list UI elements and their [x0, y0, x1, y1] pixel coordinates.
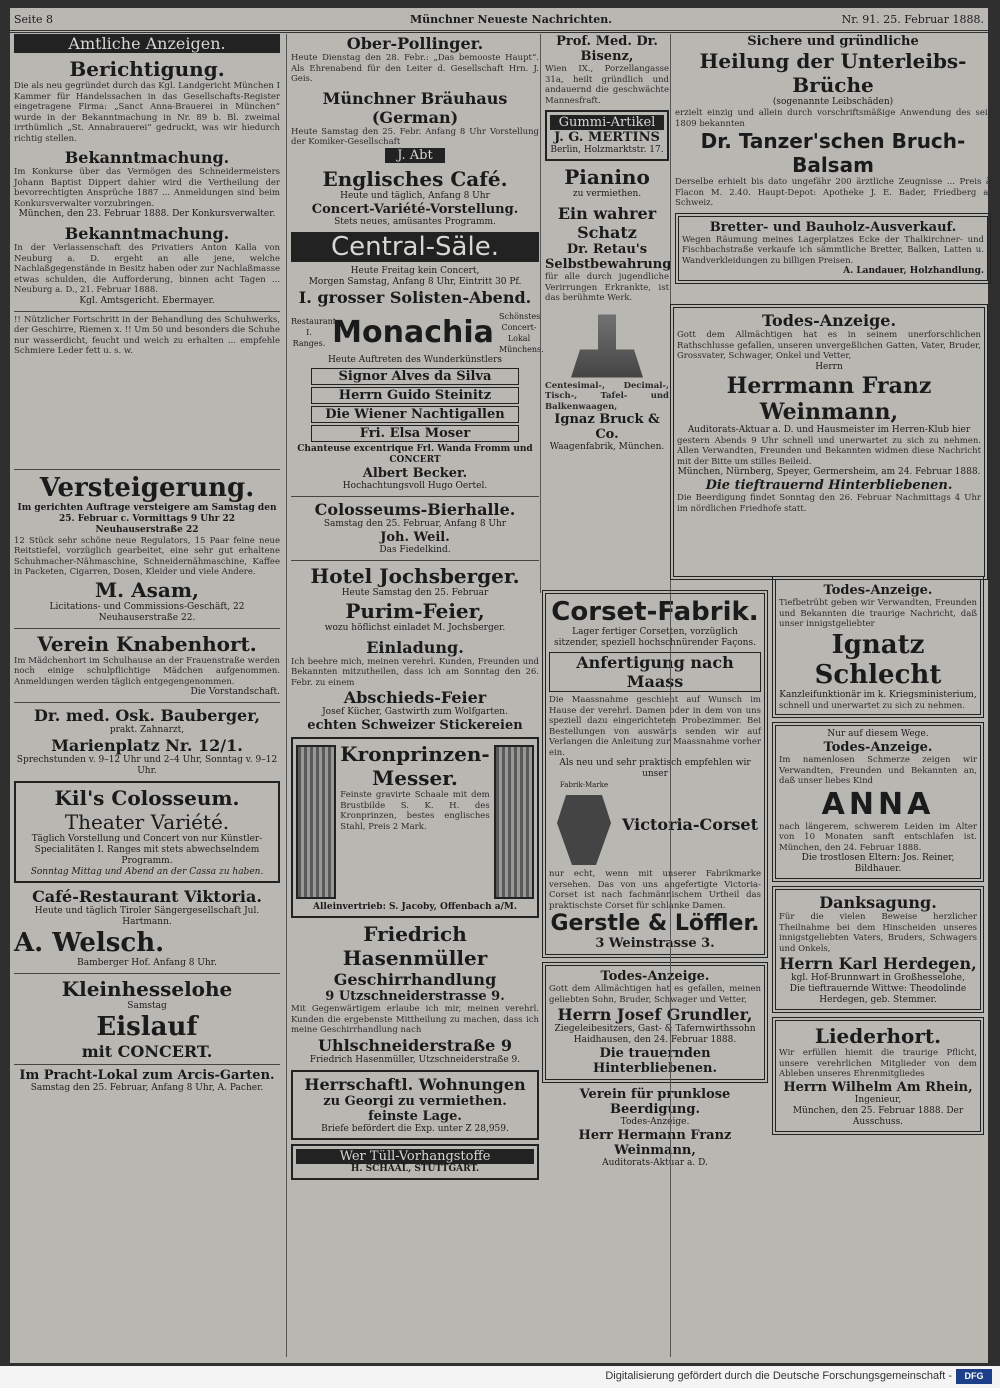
ad-subtitle: zu Georgi zu vermiethen.: [323, 1093, 507, 1109]
column-4-lower: [772, 576, 984, 1342]
ad-name: Albert Becker.: [362, 465, 468, 481]
ad-name: Herrn Josef Grundler,: [557, 1005, 753, 1024]
ad-text: Nur auf diesem Wege.: [827, 729, 929, 739]
ad-text: Heute und täglich Tiroler Sängergesellschaft Jul. Hartmann.: [34, 906, 260, 927]
ad-title: Victoria-Corset: [622, 815, 758, 834]
ad-title: Bekanntmachung.: [64, 148, 230, 167]
ad-title: Versteigerung.: [39, 472, 255, 503]
ad-signature: wozu höflichst einladet M. Jochsberger.: [324, 622, 506, 633]
ad-note: Sonntag Mittag und Abend an der Cassa zu haben.: [30, 867, 264, 877]
ad-text: Waagenfabrik, München.: [549, 442, 665, 452]
page-number: Seite 8: [14, 13, 53, 26]
ad-subtitle: Kanzleifunktionär im k. Kriegsministerium,: [779, 689, 977, 700]
ad-signature: Friedrich Hasenmüller, Utzschneiderstraße 9.: [309, 1054, 521, 1065]
section-heading: Amtliche Anzeigen.: [14, 34, 280, 53]
fabrik-marke: [549, 780, 619, 869]
performer: Fri. Elsa Moser: [311, 425, 519, 442]
ad-text: Lager fertiger Corsetten, vorzüglich sitzender, speziell hochschnürender Façons.: [554, 627, 756, 648]
ad-title: Sichere und gründliche: [747, 34, 919, 49]
ad-name: J. Abt: [385, 148, 445, 163]
ad-text: Samstag den 25. Februar, Anfang 8 Uhr, A. Pacher.: [30, 1083, 264, 1093]
ad-title: Englisches Café.: [322, 166, 508, 191]
kronprinzen-ad: [291, 737, 539, 918]
anna-obituary: [772, 722, 984, 882]
ad-text: Die Maassnahme geschieht auf Wunsch im Hause der verehrl. Damen oder in dem von uns speziell dazu eingerichteten Probezimmer. Bei Bestellungen von auswärts senden wir auf Verlangen die Anleitung zur Maassnahme vorher ein.: [549, 695, 761, 758]
ad-title: Verein Knabenhort.: [37, 631, 257, 656]
ad-subtitle: Samstag: [127, 1001, 167, 1011]
ad-title: Todes-Anzeige.: [761, 311, 897, 330]
ad-signature: Josef Kücher, Gastwirth zum Wolfgarten.: [322, 707, 508, 717]
ad-text: Das Fiedelkind.: [379, 544, 451, 555]
newspaper-title: Münchner Neueste Nachrichten.: [410, 13, 613, 26]
ad-text: Auditorats-Aktuar a. D.: [602, 1158, 708, 1168]
tuell-ad: [291, 1144, 539, 1180]
ad-text: Derselbe erhielt bis dato ungefähr 200 ärztliche Zeugnisse ... Preis à Flacon M. 2.40. Haupt-Depot: Apotheke J. E. Bader, Friedberg a. Schweiz.: [675, 177, 991, 208]
deceased-name: Herrn Karl Herdegen,: [779, 954, 977, 973]
ad-subtitle: Geschirrhandlung: [333, 970, 497, 989]
ad-text: Chanteuse excentrique Frl. Wanda Fromm und CONCERT: [297, 443, 533, 465]
ad-signature: Die tieftrauernde Wittwe: Theodolinde Herdegen, geb. Stemmer.: [789, 984, 967, 1005]
kronprinzen-body: [296, 742, 534, 902]
ad-subtitle: prakt. Zahnarzt,: [109, 725, 185, 735]
ad-address: 3 Weinstrasse 3.: [595, 936, 715, 951]
ad-title: Liederhort.: [814, 1024, 942, 1048]
ad-text: Als neu und sehr praktisch empfehlen wir unser: [559, 758, 751, 779]
ad-signature: A. Landauer, Holzhandlung.: [843, 266, 984, 276]
ad-text: Wien IX., Porzellangasse 31a, heilt gründlich und andauernd die geschwächte Mannesfraft.: [545, 64, 669, 106]
ad-title: Wer Tüll-Vorhangstoffe: [296, 1149, 534, 1164]
ad-text: Für die vielen Beweise herzlicher Theilnahme bei dem Hinscheiden unseres innigstgeliebten Vaters, Bruders, Schwagers und Onkels,: [779, 912, 977, 954]
ad-subtitle: Abschieds-Feier: [343, 688, 487, 707]
herdegen-thanks: [772, 886, 984, 1013]
herrschaft-ad: [291, 1070, 539, 1140]
ad-text: München, Nürnberg, Speyer, Germersheim, am 24. Februar 1888.: [677, 467, 981, 477]
ad-name: J. G. MERTINS: [554, 130, 660, 145]
ad-text: Restaurant I. Ranges.: [291, 317, 336, 348]
ad-text: Stets neues, amüsantes Programm.: [334, 216, 496, 227]
ad-text: nur echt, wenn mit unserer Fabrikmarke versehen. Das von uns angefertigte Victoria-Corset ist nach fachmännischem Urtheil das praktischste Corset für schlanke Damen.: [549, 869, 761, 911]
divider: [14, 311, 280, 312]
gummi-ad: [545, 110, 669, 161]
knife-image: [296, 745, 336, 899]
deceased-name: Herrn Wilhelm Am Rhein,: [783, 1079, 973, 1095]
divider: [14, 702, 280, 703]
ad-subtitle: (sogenannte Leibschäden): [772, 97, 894, 107]
ad-title: Gummi-Artikel: [550, 115, 664, 130]
ad-title: Münchner Bräuhaus (German): [322, 88, 508, 127]
ad-signature: Die trostlosen Eltern: Jos. Reiner, Bildhauer.: [801, 853, 955, 874]
ad-subtitle: I. grosser Solisten-Abend.: [298, 287, 532, 307]
ad-title: Café-Restaurant Viktoria.: [32, 887, 262, 906]
ad-signature: München, den 23. Februar 1888. Der Konkursverwalter.: [18, 209, 276, 219]
ad-name: M. Asam,: [95, 577, 199, 602]
ad-title: Kronprinzen-Messer.: [340, 742, 490, 790]
ad-text: Gott dem Allmächtigen hat es gefallen, meinen geliebten Sohn, Bruder, Schwager und Vetter,: [549, 984, 761, 1005]
ad-text: Fabrik-Marke: [559, 781, 609, 789]
ad-text: nach längerem, schwerem Leiden im Alter von 10 Monaten sanft entschlafen ist. München, den 24. Februar 1888.: [779, 821, 977, 853]
ad-text: Centesimal-, Decimal-, Tisch-, Tafel- und Balkenwaagen,: [545, 380, 669, 412]
divider: [291, 560, 539, 561]
ad-signature: Hochachtungsvoll Hugo Oertel.: [342, 480, 488, 491]
ad-signature: Die Vorstandschaft.: [190, 687, 280, 697]
monachia-header: [291, 311, 544, 355]
performer: Herrn Guido Steinitz: [311, 387, 519, 404]
ad-text: 12 Stück sehr schöne neue Regulators, 15 Paar feine neue Reitstiefel, vorzüglich gearbeitet, eine sehr gut erhaltene Schuhmacher-Nähmaschine, Schneidernähmaschine, Kaffee in Packeten, Cigarren, Dosen, Kleider und viele Andere.: [14, 535, 280, 577]
divider: [14, 973, 280, 974]
ad-text: Heute Samstag den 25. Februar: [341, 587, 489, 598]
ad-subtitle: Auditorats-Aktuar a. D. und Hausmeister im Herren-Klub hier: [687, 424, 971, 435]
ad-text: Alleinvertrieb: S. Jacoby, Offenbach a/M.: [313, 902, 517, 912]
ad-text: Heute Samstag den 25. Febr. Anfang 8 Uhr Vorstellung der Komiker-Gesellschaft: [291, 126, 539, 147]
divider: [14, 628, 280, 629]
footer-text: Digitalisierung gefördert durch die Deutsche Forschungsgemeinschaft -: [605, 1370, 952, 1382]
ad-address: Licitations- und Commissions-Geschäft, 22 Neuhauserstraße 22.: [49, 601, 245, 623]
ad-text: Wir erfüllen hiemit die traurige Pflicht, unsere verehrlichen Mitglieder von dem Ableben unseres Ehrenmitgliedes: [779, 1048, 977, 1079]
ad-subtitle: feinste Lage.: [368, 1108, 462, 1124]
ad-title: Berichtigung.: [69, 57, 225, 81]
ad-title: Todes-Anzeige.: [600, 969, 710, 984]
ad-title: Corset-Fabrik.: [551, 597, 759, 627]
liederhort-notice: [772, 1017, 984, 1135]
ad-name: Joh. Weil.: [380, 529, 450, 545]
ad-text: Samstag den 25. Februar, Anfang 8 Uhr: [323, 518, 507, 529]
deceased-name: ANNA: [821, 786, 935, 822]
knife-image: [494, 745, 534, 899]
ad-text: erzielt einzig und allein durch vorschriftsmäßige Anwendung des seit 1809 bekannten: [675, 108, 991, 129]
ad-text: schnell und unerwartet zu sich zu nehmen.: [779, 700, 965, 711]
ad-title: Monachia: [332, 315, 494, 350]
issue-date: Nr. 91. 25. Februar 1888.: [841, 13, 984, 26]
performer: Signor Alves da Silva: [311, 368, 519, 385]
schlecht-obituary: [772, 576, 984, 718]
divider: [14, 469, 280, 470]
ad-text: für alle durch jugendliche Verirrungen Erkrankte, ist das berühmte Werk.: [545, 272, 669, 303]
ad-subtitle: Todes-Anzeige.: [620, 1117, 690, 1127]
ad-signature: Die trauernden Hinterbliebenen.: [592, 1046, 718, 1076]
ad-title: Friedrich Hasenmüller: [342, 922, 488, 970]
ad-text: Heute Auftreten des Wunderkünstlers: [327, 354, 503, 365]
ad-name: H. SCHAAL, STUTTGART.: [350, 1163, 480, 1174]
ad-title: Prof. Med. Dr. Bisenz,: [556, 34, 658, 64]
ad-text: Haidhausen, den 24. Februar 1888.: [573, 1035, 737, 1045]
ad-signature: Kgl. Amtsgericht. Ebermayer.: [79, 295, 215, 306]
ad-text: Die Beerdigung findet Sonntag den 26. Februar Nachmittags 4 Uhr im nördlichen Friedhofe statt.: [677, 493, 981, 514]
ad-address: Uhlschneiderstraße 9: [318, 1035, 512, 1055]
ad-title: Colosseums-Bierhalle.: [314, 499, 516, 519]
ad-text: gestern Abends 9 Uhr schnell und unerwartet zu sich zu nehmen. Allen Verwandten, Freunden und Bekannten widmen diese Nachricht mit der Bitte um stilles Beileid.: [677, 435, 981, 467]
ad-title: Todes-Anzeige.: [823, 740, 933, 755]
ad-subtitle: Im gerichten Auftrage versteigere am Samstag den 25. Februar c. Vormittags 9 Uhr 22 Neuhauserstraße 22: [17, 502, 277, 535]
divider: [14, 1064, 280, 1065]
divider: [291, 496, 539, 497]
ad-subtitle: Theater Variété.: [64, 810, 230, 834]
ad-text: Die als neu gegründet durch das Kgl. Landgericht München I Kammer für Handelssachen in das Gesellschafts-Register eingetragene Firma: „Sanct Anna-Brauerei in München“ wurde in der Bekanntmachung in Nr. 89 b. Bl. zweimal irrthümlich „St. Annabrauerei“ gedruckt, was wir hiedurch richtig stellen.: [14, 81, 280, 144]
ad-title: Verein für prunklose Beerdigung.: [579, 1087, 731, 1117]
deceased-name: Ignatz Schlecht: [814, 629, 942, 690]
ad-text: Heute Freitag kein Concert,: [350, 265, 480, 276]
ad-subtitle: Anfertigung nach Maass: [549, 652, 761, 692]
ad-name: Gerstle & Löffler.: [550, 911, 760, 936]
ad-text: Feinste gravirte Schaale mit dem Brustbilde S. K. H. des Kronprinzen, bestes englisches Stahl, Preis 2 Mark.: [340, 790, 490, 832]
ad-title: Einladung.: [366, 637, 464, 657]
ad-text: Im namenlosen Schmerze zeigen wir Verwandten, Freunden und Bekannten an, daß unser liebes Kind: [779, 755, 977, 786]
ad-text: Im Mädchenhort im Schulhause an der Frauenstraße werden noch einige schulpflichtige Mädchen aufgenommen. Anmeldungen werden täglich entgegengenommen.: [14, 655, 280, 687]
ad-title: Todes-Anzeige.: [823, 583, 933, 598]
ad-title: Pianino: [564, 165, 650, 189]
bretter-ad: [675, 213, 991, 285]
ad-text: Tiefbetrübt geben wir Verwandten, Freunden und Bekannten die traurige Nachricht, daß unser innigstgeliebter: [779, 598, 977, 629]
digitization-footer: [0, 1366, 1000, 1388]
ad-subtitle: mit CONCERT.: [81, 1042, 213, 1061]
ad-title: Danksagung.: [819, 893, 937, 912]
ad-text: !! Nützlicher Fortschritt in der Behandlung des Schuhwerks, der Geschirre, Riemen x. !! Um 50 und besonders die Schuhe nur wasserdicht, feucht und weich zu erhalten ... empfehle Schmiere Leder fett u. s. w.: [14, 314, 280, 356]
ad-subtitle: Ziegeleibesitzers, Gast- & Tafernwirthssohn: [554, 1024, 756, 1034]
ad-address: Berlin, Holzmarktstr. 17.: [550, 145, 664, 155]
performer: Die Wiener Nachtigallen: [311, 406, 519, 423]
column-1: [14, 34, 280, 1357]
ad-title: Eislauf: [96, 1012, 198, 1042]
kronprinzen-text: [340, 742, 489, 902]
weinmann-obituary: [670, 304, 988, 580]
ad-title: Herrschaftl. Wohnungen: [304, 1074, 526, 1094]
ad-name: A. Welsch.: [14, 928, 165, 958]
ad-signature: München, den 25. Februar 1888. Der Ausschuss.: [792, 1105, 964, 1127]
ad-subtitle: echten Schweizer Stickereien: [307, 718, 523, 733]
ad-text: Sprechstunden v. 9–12 Uhr und 2–4 Uhr, Sonntag v. 9–12 Uhr.: [16, 755, 278, 776]
ad-name: Herr Hermann Franz Weinmann,: [578, 1128, 732, 1158]
dfg-logo: DFG: [956, 1369, 992, 1384]
ad-title: Im Pracht-Lokal zum Arcis-Garten.: [19, 1068, 275, 1083]
ad-address: 9 Utzschneiderstrasse 9.: [325, 989, 505, 1004]
ad-text: Gott dem Allmächtigen hat es in seinem unerforschlichen Rathschlusse gefallen, unseren unvergeßlichen Gatten, Vater, Bruder, Grossvater, Schwager, Onkel und Vetter,: [677, 330, 981, 361]
ad-subtitle: Ingenieur,: [854, 1094, 902, 1105]
ad-name: Dr. Tanzer'schen Bruch-Balsam: [700, 129, 966, 177]
scale-image: [562, 308, 652, 378]
corset-image: [554, 795, 614, 865]
kils-colosseum-ad: [14, 781, 280, 883]
column-3: [540, 34, 672, 593]
ad-text: Morgen Samstag, Anfang 8 Uhr, Eintritt 30 Pf.: [308, 276, 522, 287]
ad-title: Hotel Jochsberger.: [310, 563, 520, 588]
ad-subtitle: Concert-Variété-Vorstellung.: [311, 201, 519, 217]
ad-title: Bretter- und Bauholz-Ausverkauf.: [709, 219, 957, 235]
ad-name: Ignaz Bruck & Co.: [554, 412, 660, 442]
column-2: [286, 34, 544, 1357]
ad-title: Bekanntmachung.: [64, 224, 230, 243]
ad-text: Bamberger Hof. Anfang 8 Uhr.: [77, 958, 217, 968]
ad-text: zu vermiethen.: [572, 189, 642, 199]
ad-title: Ober-Pollinger.: [346, 34, 484, 53]
ad-text: Briefe befördert die Exp. unter Z 28,959.: [321, 1123, 509, 1134]
ad-title: Kil's Colosseum.: [54, 786, 240, 810]
newspaper-page: [10, 8, 991, 1363]
ad-text: Im Konkurse über das Vermögen des Schneidermeisters Johann Baptist Dippert dahier wird die Vertheilung der bevorrechtigten Ansprüche 1887 ... Anmeldungen sind beim Konkursverwalter vorzubringen.: [14, 167, 280, 209]
ad-title: Kleinhesselohe: [61, 977, 233, 1001]
ad-text: Wegen Räumung meines Lagerplatzes Ecke der Thalkirchner- und Fischbachstraße verkaufe ich sämmtliche Bretter, Balken, Latten u. Wandverkleidungen zu billigen Preisen.: [682, 234, 984, 266]
deceased-name: Herrmann Franz Weinmann,: [726, 372, 932, 425]
ad-text: Mit Gegenwärtigem erlaube ich mir, meinen verehrl. Kunden die ergebenste Mittheilung zu machen, dass ich meine Geschirrhandlung nach: [291, 1004, 539, 1035]
page-header: [10, 8, 988, 33]
ad-title: Central-Säle.: [291, 232, 539, 262]
ad-text: In der Verlassenschaft des Privatiers Anton Kalla von Neuburg a. D. ergeht an alle jene, welche Nachlaßgegenstände in Besitz haben oder zur Nachlaßmasse etwas schulden, die Aufforderung, binnen acht Tagen ... Neuburg a. D., 21. Februar 1888.: [14, 243, 280, 295]
ad-address: Marienplatz Nr. 12/1.: [51, 736, 243, 755]
ad-text: Heute und täglich, Anfang 8 Uhr: [340, 190, 490, 201]
ad-title: Ein wahrer Schatz: [557, 204, 657, 242]
ad-text: Herrn: [815, 361, 843, 372]
ad-subtitle: Purim-Feier,: [345, 598, 485, 623]
ad-subtitle: Dr. Retau's Selbstbewahrung: [545, 242, 672, 272]
ad-subtitle: kgl. Hof-Brunnwart in Großhesselohe,: [791, 973, 965, 983]
ad-text: Ich beehre mich, meinen verehrl. Kunden, Freunden und Bekannten mitzutheilen, dass ich am Sonntag den 26. Febr. zu einem: [291, 656, 539, 688]
ad-text: Schönstes Concert-Lokal Münchens.: [498, 311, 544, 354]
ad-name: Dr. med. Osk. Bauberger,: [33, 706, 261, 725]
ad-text: Heute Dienstag den 28. Febr.: „Das bemooste Haupt“. Als Ehrenabend für den Leiter d. Gesellschaft Hrn. J. Geis.: [291, 53, 539, 84]
ad-text: Täglich Vorstellung und Concert von nur Künstler-Specialitäten I. Ranges mit stets abwechselndem Programm.: [31, 834, 263, 866]
ad-title: Heilung der Unterleibs-Brüche: [699, 49, 967, 97]
ad-signature: Die tieftrauernd Hinterbliebenen.: [705, 478, 953, 493]
